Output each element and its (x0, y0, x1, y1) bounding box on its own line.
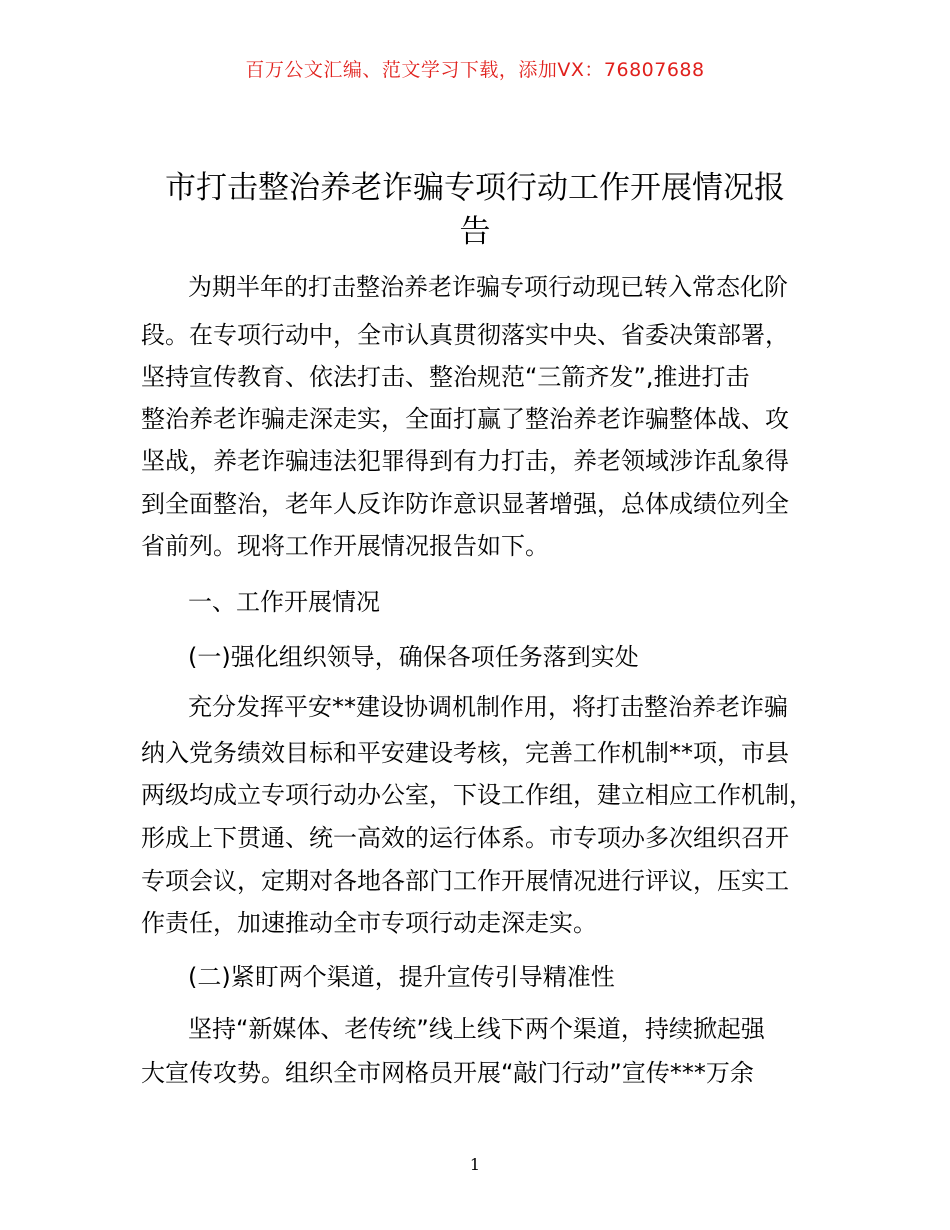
title-line-2: 告 (459, 214, 491, 250)
para1-line-4: 形成上下贯通、统一高效的运行体系。市专项办多次组织召开 (141, 824, 789, 852)
intro-line-6: 到全面整治，老年人反诈防诈意识显著增强，总体成绩位列全 (141, 490, 789, 518)
intro-line-4: 整治养老诈骗走深走实，全面打赢了整治养老诈骗整体战、攻 (141, 405, 789, 433)
para2-line-2: 大宣传攻势。组织全市网格员开展“敲门行动”宣传***万余 (141, 1059, 754, 1087)
intro-line-7: 省前列。现将工作开展情况报告如下。 (141, 532, 549, 560)
para2-line-1: 坚持“新媒体、老传统”线上线下两个渠道，持续掀起强 (188, 1015, 765, 1043)
subsection-heading-1: (一)强化组织领导，确保各项任务落到实处 (188, 643, 639, 671)
intro-line-3: 坚持宣传教育、依法打击、整治规范“三箭齐发”,推进打击 (141, 363, 750, 391)
para1-line-2: 纳入党务绩效目标和平安建设考核，完善工作机制**项，市县 (141, 739, 789, 767)
page-number: 1 (469, 1155, 481, 1174)
intro-line-1: 为期半年的打击整治养老诈骗专项行动现已转入常态化阶 (188, 273, 788, 301)
section-heading-1: 一、工作开展情况 (188, 588, 380, 616)
para1-line-6: 作责任，加速推动全市专项行动走深走实。 (141, 909, 597, 937)
intro-line-5: 坚战，养老诈骗违法犯罪得到有力打击，养老领域涉诈乱象得 (141, 447, 789, 475)
para1-line-3: 两级均成立专项行动办公室，下设工作组，建立相应工作机制， (141, 781, 813, 809)
watermark-header: 百万公文汇编、范文学习下载，添加VX：76807688 (245, 59, 705, 81)
document-title (120, 166, 830, 254)
intro-line-2: 段。在专项行动中，全市认真贯彻落实中央、省委决策部署， (141, 321, 789, 349)
para1-line-1: 充分发挥平安**建设协调机制作用，将打击整治养老诈骗 (188, 693, 788, 721)
subsection-heading-2: (二)紧盯两个渠道，提升宣传引导精准性 (188, 963, 615, 991)
para1-line-5: 专项会议，定期对各地各部门工作开展情况进行评议，压实工 (141, 867, 789, 895)
title-line-1: 市打击整治养老诈骗专项行动工作开展情况报 (165, 170, 785, 206)
